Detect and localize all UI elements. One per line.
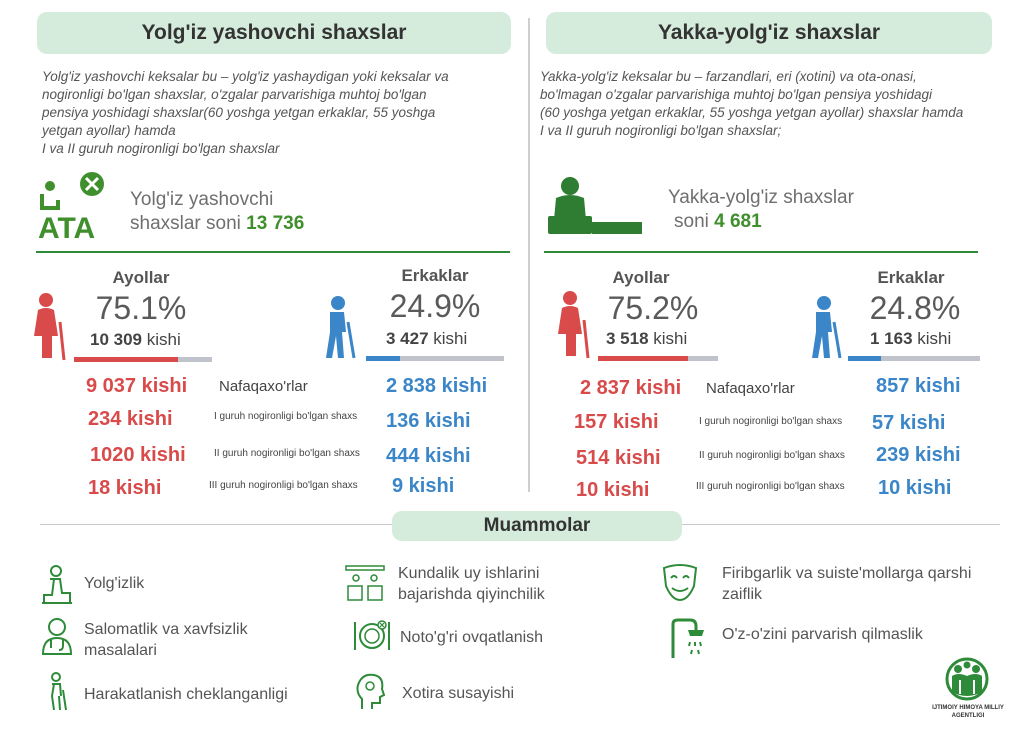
problems-title: Muammolar	[392, 511, 682, 541]
right-row-men-value: 57 kishi	[872, 412, 946, 434]
right-men-title: Erkaklar	[877, 268, 945, 287]
left-count	[130, 188, 304, 236]
doctor-icon	[40, 616, 74, 656]
right-men-count	[870, 329, 951, 349]
right-women-title: Ayollar	[612, 268, 670, 287]
problem-text: bajarishda qiyinchilik	[398, 586, 545, 603]
problem-text: Harakatlanish cheklanganligi	[84, 686, 288, 703]
right-count-value: 4 681	[714, 211, 762, 232]
problem-item	[402, 683, 514, 704]
left-row-women-value: 18 kishi	[88, 477, 162, 499]
elderly-walking-icon	[44, 672, 70, 712]
right-row-women-value: 10 kishi	[576, 479, 650, 501]
problem-item	[84, 573, 144, 594]
agency-name	[922, 704, 1014, 720]
left-count-label: Yolg'iz yashovchi	[130, 189, 274, 210]
left-men-count	[386, 329, 467, 349]
right-women-share-fill	[598, 356, 688, 361]
right-row-women-value: 514 kishi	[576, 447, 661, 469]
left-description-line: nogironligi bo'lgan shaxslar, o'zgalar parvarishiga muhtoj bo'lgan	[42, 87, 427, 102]
plate-cutlery-icon	[352, 616, 392, 656]
problem-item	[722, 563, 971, 605]
right-row-men-value: 10 kishi	[878, 477, 952, 499]
left-row-women-value: 1020 kishi	[90, 444, 186, 466]
elderly-woman-icon	[30, 292, 70, 362]
right-row-label: III guruh nogironligi bo'lgan shaxs	[696, 481, 845, 492]
elderly-man-cane-icon	[804, 296, 844, 360]
right-row-label: Nafaqaxo'rlar	[706, 380, 795, 397]
right-row-men-value: 857 kishi	[876, 375, 961, 397]
problem-text: Salomatlik va xavfsizlik	[84, 621, 248, 638]
elderly-alone-icon	[36, 170, 114, 240]
right-count-label: soni	[674, 211, 709, 232]
right-men-count-value: 1 163	[870, 329, 913, 348]
right-description-line: bo'lmagan o'zgalar parvarishiga muhtoj bo'lgan pensiya yoshidagi	[540, 87, 932, 102]
problem-item	[84, 684, 288, 705]
right-men-share-bar	[848, 356, 980, 361]
right-women-unit: kishi	[653, 329, 688, 348]
svg-text:ATA: ATA	[38, 212, 96, 240]
right-women-count	[606, 329, 687, 349]
left-description-line: yetgan ayollar) hamda	[42, 123, 176, 138]
left-row-men-value: 2 838 kishi	[386, 375, 488, 397]
sad-seated-person-icon	[544, 176, 644, 236]
head-memory-icon	[354, 671, 386, 711]
right-description-line: I va II guruh nogironligi bo'lgan shaxslar;	[540, 123, 782, 138]
problem-item	[84, 619, 248, 661]
left-women-count	[90, 330, 181, 350]
left-women-percent: 75.1%	[95, 290, 187, 326]
right-men-unit: kishi	[917, 329, 952, 348]
problem-item	[722, 624, 923, 645]
right-panel-title: Yakka-yolg'iz shaxslar	[546, 12, 992, 54]
left-count-label: shaxslar soni	[130, 213, 241, 234]
right-row-label: II guruh nogironligi bo'lgan shaxs	[699, 450, 845, 461]
left-row-women-value: 234 kishi	[88, 408, 173, 430]
left-divider	[36, 251, 510, 253]
right-description-line: (60 yoshga yetgan erkaklar, 55 yoshga yetgan ayollar) shaxslar hamda	[540, 105, 964, 120]
left-panel-title: Yolg'iz yashovchi shaxslar	[37, 12, 511, 54]
problem-text: Kundalik uy ishlarini	[398, 565, 540, 582]
shower-icon	[668, 618, 708, 660]
problem-item	[398, 563, 545, 605]
left-row-label: I guruh nogironligi bo'lgan shaxs	[214, 411, 358, 422]
left-row-men-value: 444 kishi	[386, 445, 471, 467]
agency-name-line: AGENTLIGI	[951, 713, 985, 719]
agency-logo	[942, 656, 992, 702]
left-men-count-value: 3 427	[386, 329, 429, 348]
panel-divider	[528, 18, 530, 492]
left-description-line: Yolg'iz yashovchi keksalar bu – yolg'iz yashaydigan yoki keksalar va	[42, 69, 449, 84]
left-men-share-fill	[366, 356, 400, 361]
right-women-share-bar	[598, 356, 718, 361]
left-women-unit: kishi	[146, 330, 181, 349]
problem-item	[400, 627, 543, 648]
problem-text: Xotira susayishi	[402, 685, 515, 702]
agency-name-line: IJTIMOIY HIMOYA MILLIY	[932, 705, 1004, 711]
left-men-percent: 24.9%	[389, 288, 481, 324]
right-men-percent: 24.8%	[869, 290, 961, 326]
problem-text: O'z-o'zini parvarish qilmaslik	[722, 626, 923, 643]
left-row-women-value: 9 037 kishi	[86, 375, 188, 397]
left-description-line: I va II guruh nogironligi bo'lgan shaxslar	[42, 141, 280, 156]
right-count-label: Yakka-yolg'iz shaxslar	[668, 187, 854, 208]
person-sitting-icon	[40, 565, 74, 605]
left-description	[42, 68, 504, 158]
right-row-women-value: 2 837 kishi	[580, 377, 682, 399]
problem-text: Yolg'izlik	[84, 575, 145, 592]
problem-text: Noto'g'ri ovqatlanish	[400, 629, 544, 646]
right-row-label: I guruh nogironligi bo'lgan shaxs	[699, 416, 843, 427]
left-men-unit: kishi	[433, 329, 468, 348]
left-women-count-value: 10 309	[90, 330, 142, 349]
left-description-line: pensiya yoshidagi shaxslar(60 yoshga yetgan erkaklar, 55 yoshga	[42, 105, 436, 120]
left-men-share-bar	[366, 356, 504, 361]
left-women-share-fill	[74, 357, 178, 362]
left-row-label: II guruh nogironligi bo'lgan shaxs	[214, 448, 360, 459]
right-women-count-value: 3 518	[606, 329, 649, 348]
problem-text: Firibgarlik va suiste'mollarga qarshi	[722, 565, 972, 582]
right-men-share-fill	[848, 356, 881, 361]
left-women-title: Ayollar	[112, 268, 170, 287]
left-row-label: III guruh nogironligi bo'lgan shaxs	[209, 480, 358, 491]
left-count-value: 13 736	[246, 213, 305, 234]
left-row-men-value: 136 kishi	[386, 410, 471, 432]
right-divider	[544, 251, 978, 253]
right-row-men-value: 239 kishi	[876, 444, 961, 466]
left-row-men-value: 9 kishi	[392, 475, 455, 497]
left-women-share-bar	[74, 357, 212, 362]
elderly-woman-icon	[554, 290, 594, 360]
right-description	[540, 68, 990, 140]
elderly-man-cane-icon	[318, 296, 358, 360]
household-chores-icon	[344, 562, 386, 602]
right-description-line: Yakka-yolg'iz keksalar bu – farzandlari, eri (xotini) va ota-onasi,	[540, 69, 917, 84]
problem-text: masalalari	[84, 642, 157, 659]
mask-icon	[660, 562, 700, 602]
agency-logo-emblem	[942, 656, 992, 702]
left-row-label: Nafaqaxo'rlar	[219, 378, 308, 395]
right-row-women-value: 157 kishi	[574, 411, 659, 433]
problem-text: zaiflik	[722, 586, 763, 603]
right-women-percent: 75.2%	[607, 290, 699, 326]
left-men-title: Erkaklar	[401, 266, 469, 285]
right-count	[668, 186, 854, 234]
